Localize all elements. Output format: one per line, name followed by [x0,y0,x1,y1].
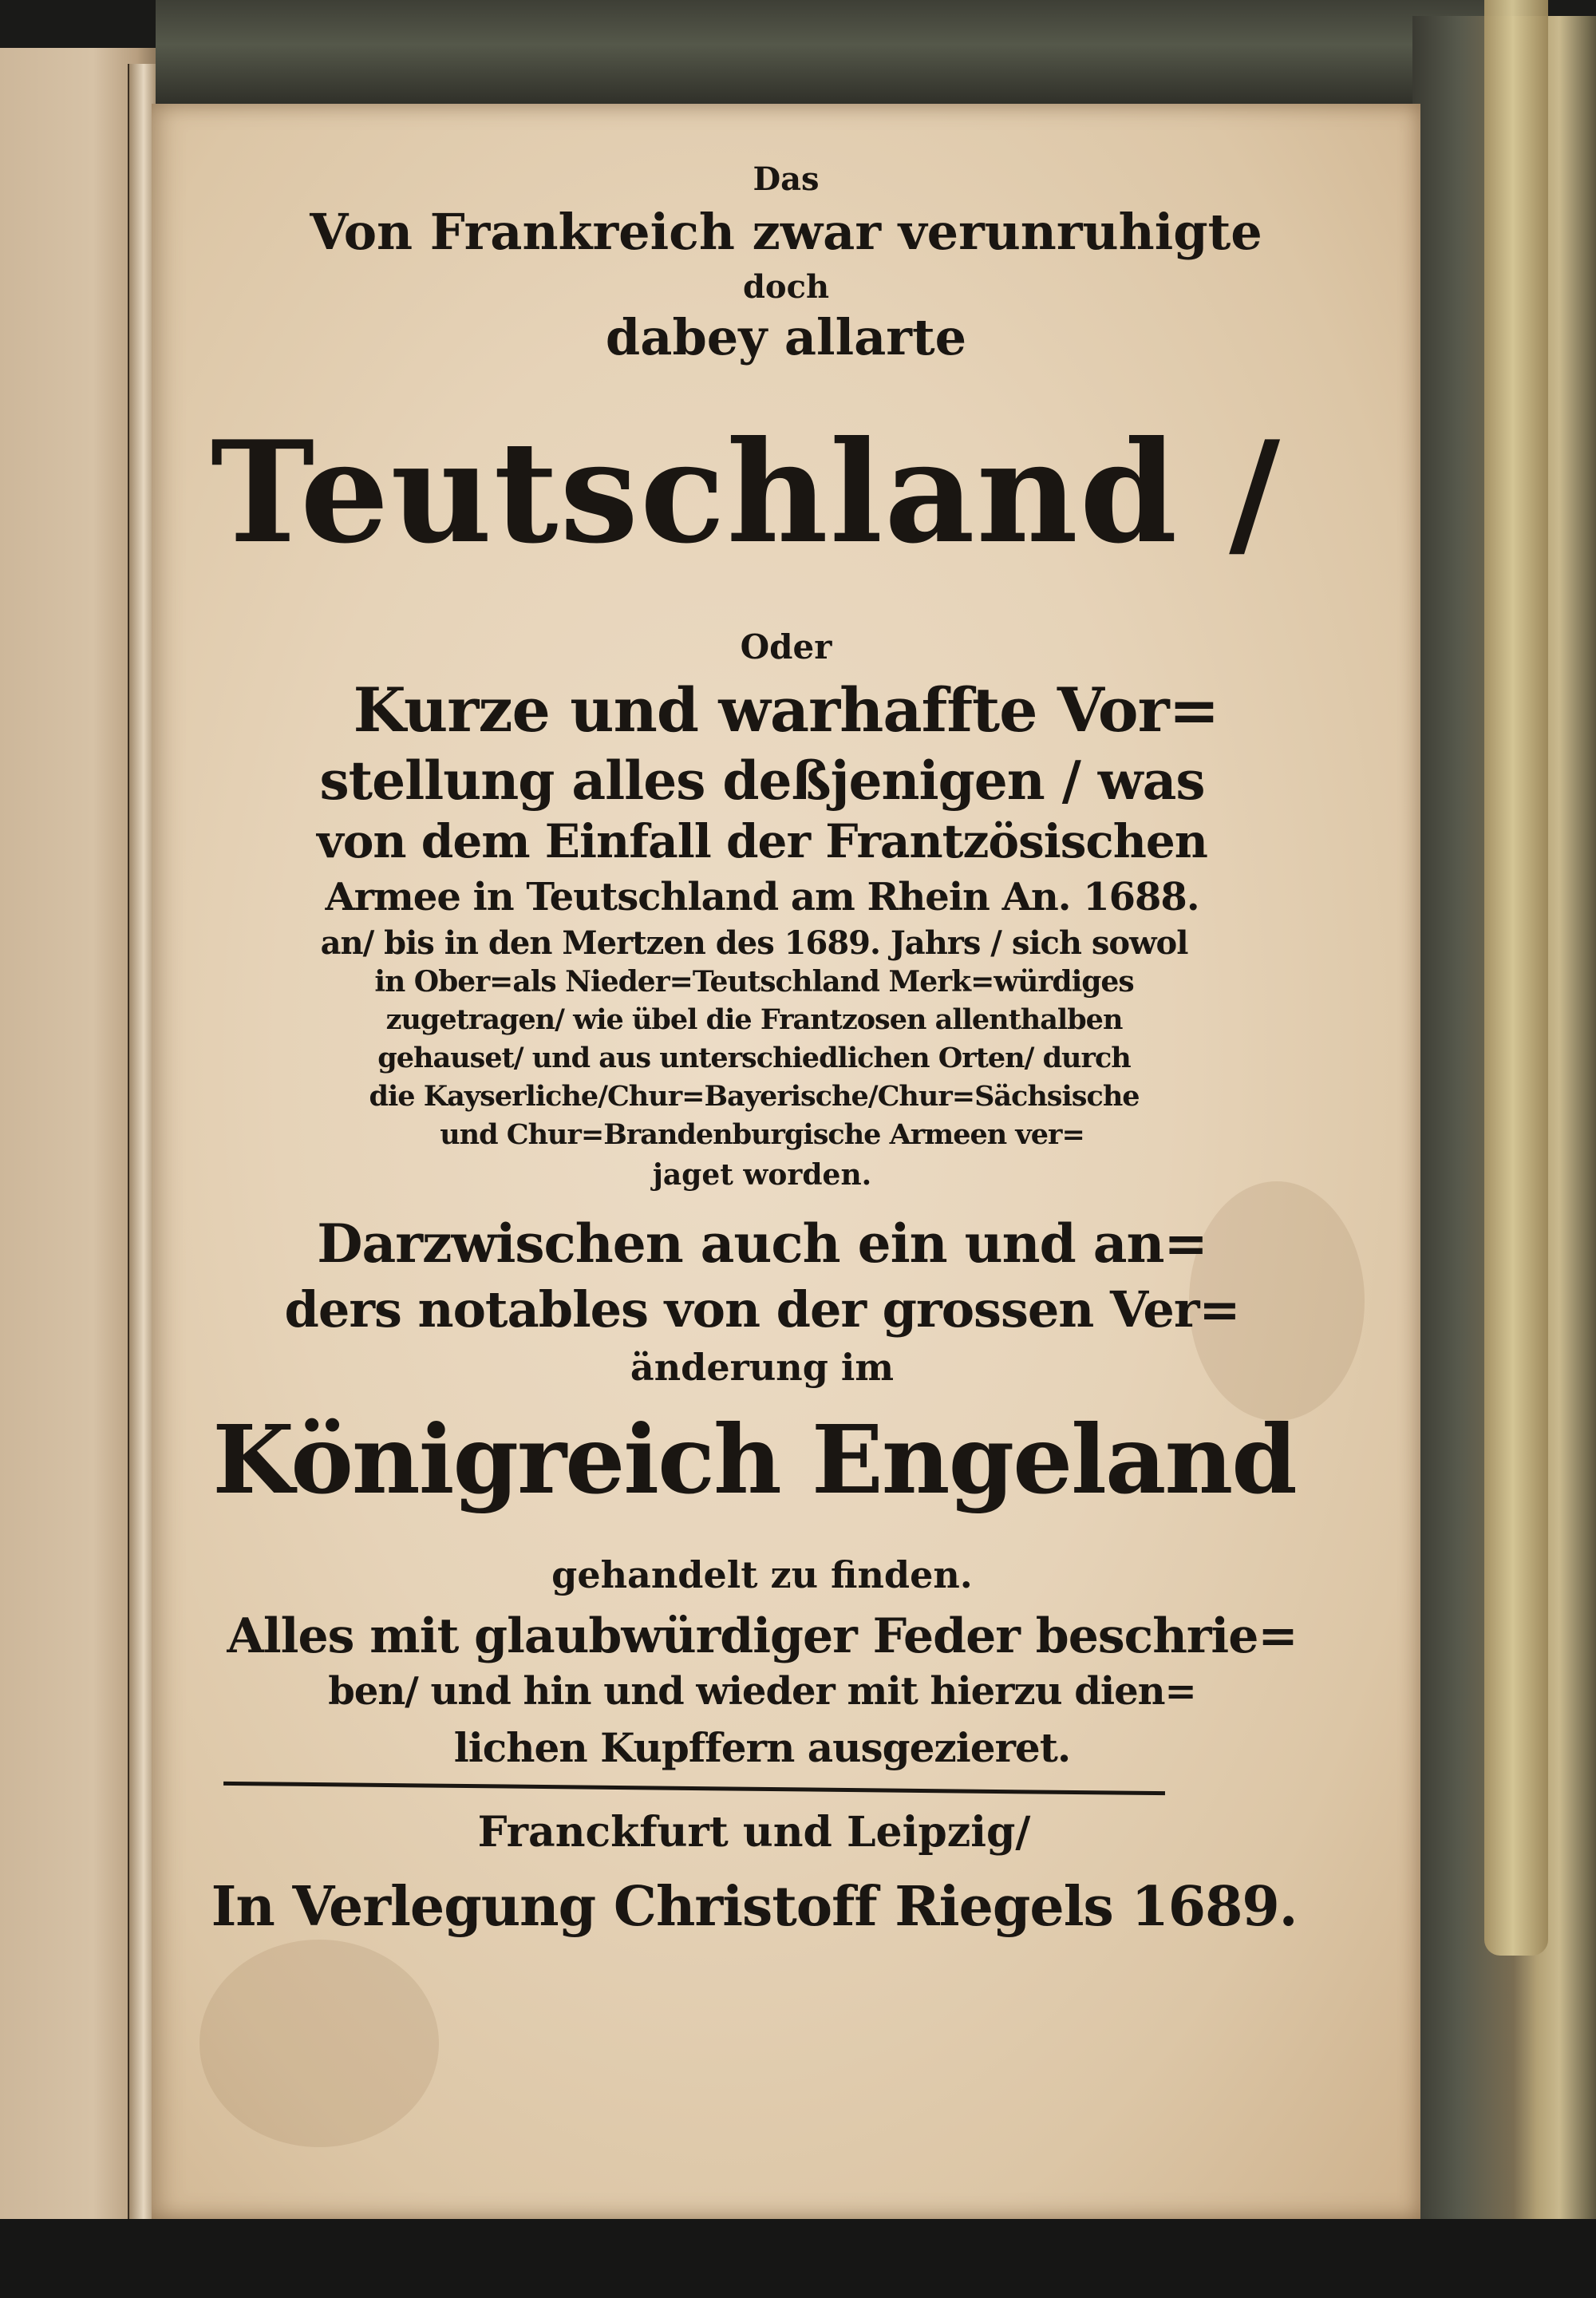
title-line-von-frankreich: Von Frankreich zwar verunruhigte [310,203,1262,261]
subtitle-line-11: jaget worden. [652,1158,872,1192]
subtitle-line-3: von dem Einfall der Frantzösischen [317,814,1207,868]
secondary-line-4: gehandelt zu finden. [551,1553,973,1596]
bottom-shadow [0,2219,1596,2298]
title-page [152,104,1420,2219]
secondary-line-1: Darzwischen auch ein und an= [317,1212,1207,1275]
subtitle-line-9: die Kayserliche/Chur=Bayerische/Chur=Sächsische [369,1080,1140,1113]
title-line-dabey-allarte: dabey allarte [605,308,967,366]
description-line-3: lichen Kupffern ausgezieret. [453,1724,1071,1771]
horizontal-rule [223,1782,1165,1795]
secondary-title-engeland: Königreich Engeland [212,1404,1296,1515]
title-line-doch: doch [742,268,830,306]
book-cover-edge [1484,0,1548,1956]
description-line-2: ben/ und hin und wieder mit hierzu dien= [328,1669,1196,1714]
main-title-teutschland: Teutschland / [210,411,1282,575]
subtitle-line-7: zugetragen/ wie übel die Frantzosen allenthalben [385,1003,1123,1036]
description-line-1: Alles mit glaubwürdiger Feder beschrie= [227,1608,1298,1664]
top-page-edge [156,0,1512,112]
subtitle-line-1: Kurze und warhaffte Vor= [353,674,1219,746]
title-line-oder: Oder [740,627,832,666]
paper-stain [200,1940,439,2147]
title-line-das: Das [753,160,820,198]
subtitle-line-8: gehauset/ und aus unterschiedlichen Orten/ durch [377,1042,1131,1074]
subtitle-line-5: an/ bis in den Mertzen des 1689. Jahrs / sich sowol [320,924,1188,962]
secondary-line-2: ders notables von der grossen Ver= [284,1280,1240,1339]
secondary-line-3: änderung im [630,1346,895,1389]
imprint-place: Franckfurt und Leipzig/ [477,1808,1031,1857]
subtitle-line-2: stellung alles deßjenigen / was [319,750,1205,812]
subtitle-line-10: und Chur=Brandenburgische Armeen ver= [440,1118,1084,1151]
imprint-publisher-year: In Verlegung Christoff Riegels 1689. [211,1875,1298,1939]
subtitle-line-6: in Ober=als Nieder=Teutschland Merk=würdiges [374,965,1134,999]
subtitle-line-4: Armee in Teutschland am Rhein An. 1688. [325,875,1199,920]
